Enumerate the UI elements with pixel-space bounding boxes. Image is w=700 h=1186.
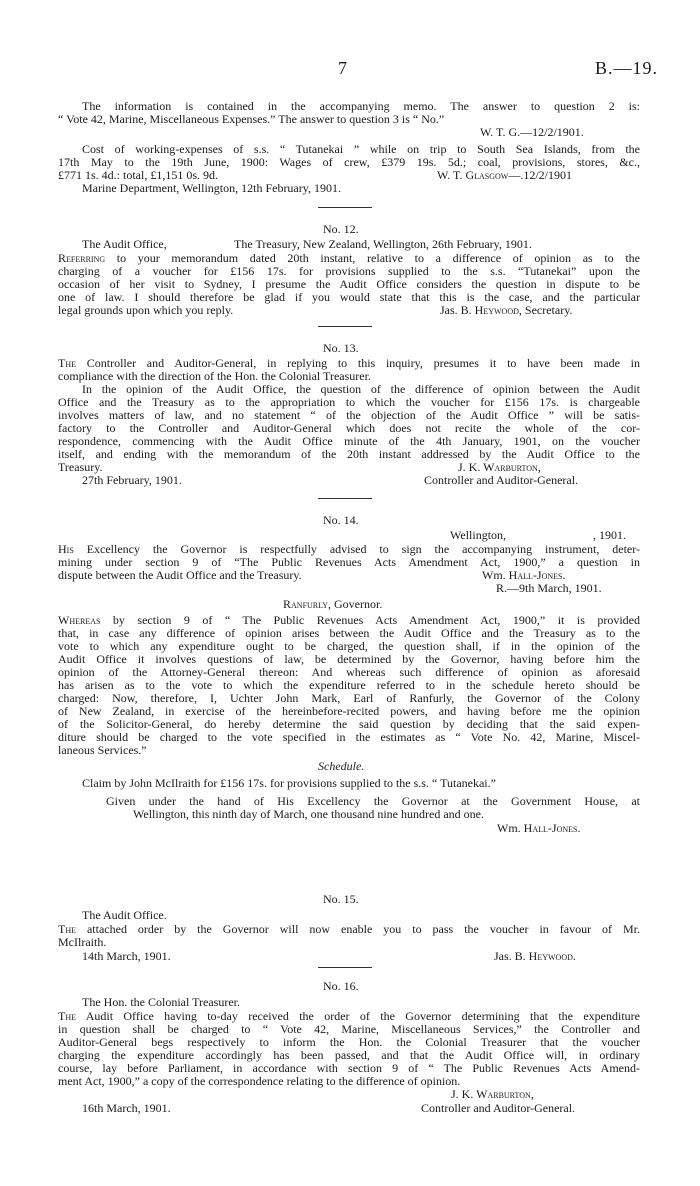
no14-signature-2: Wm. Hall-Jones. xyxy=(497,821,581,835)
no14-line-1: His Excellency the Governor is respectfully advised to sign the accompanying instrument, deter- xyxy=(58,542,640,556)
no15-address: The Audit Office. xyxy=(82,908,167,922)
info-signature: W. T. G.—12/2/1901. xyxy=(480,125,584,139)
no16-heading: No. 16. xyxy=(323,979,359,993)
no13-line-4: Office and the Treasury as to the appropriation to which the voucher for £156 17s. is chargeable xyxy=(58,395,640,409)
no16-title: Controller and Auditor-General. xyxy=(421,1101,576,1115)
info-line-1: The information is contained in the accompanying memo. The answer to question 2 is: xyxy=(82,99,640,113)
no12-line-1: Referring to your memorandum dated 20th instant, relative to a difference of opinion as to the xyxy=(58,251,640,265)
no14-whereas-7: charged: Now, therefore, I, Uchter John Mark, Earl of Ranfurly, the Governor of the Colony xyxy=(58,691,640,705)
no12-address-from: The Audit Office, xyxy=(82,237,167,251)
no16-line-5: course, lay before Parliament, in accordance with section 9 of “ The Public Revenues Acts Amend- xyxy=(58,1061,640,1075)
no16-line-1: The Audit Office having to-day received the order of the Governor determining that the expenditure xyxy=(58,1009,640,1023)
cost-signature: W. T. Glasgow—.12/2/1901 xyxy=(437,168,573,182)
no13-line-9: Treasury. xyxy=(58,460,103,474)
no14-line-3: dispute between the Audit Office and the Treasury. xyxy=(58,568,302,582)
no12-line-4: one of law. I should therefore be glad if you would state that this is the case, and the particular xyxy=(58,290,640,304)
no13-date: 27th February, 1901. xyxy=(82,473,182,487)
no12-line-2: charging of a voucher for £156 17s. for provisions supplied to the s.s. “Tutanekai” upon the xyxy=(58,264,640,278)
no14-whereas-2: that, in case any difference of opinion arises between the Audit Office and the Treasury as to the xyxy=(58,626,640,640)
no14-governor: Ranfurly, Governor. xyxy=(283,597,383,611)
no14-year: , 1901. xyxy=(593,528,626,542)
no14-given-1: Given under the hand of His Excellency the Governor at the Government House, at xyxy=(106,794,640,808)
section-divider xyxy=(318,498,372,499)
no14-whereas-11: laneous Services.” xyxy=(58,743,147,757)
no15-date: 14th March, 1901. xyxy=(82,949,171,963)
no14-whereas-8: of New Zealand, in exercise of the hereinbefore-recited powers, and having before me the opinion xyxy=(58,704,640,718)
no15-line-2: McIlraith. xyxy=(58,935,107,949)
no13-line-2: compliance with the direction of the Hon. the Colonial Treasurer. xyxy=(58,369,371,383)
cost-line-4: Marine Department, Wellington, 12th February, 1901. xyxy=(82,181,341,195)
no14-whereas-5: opinion of the Attorney-General thereon: And whereas such difference of opinion as aforesaid xyxy=(58,665,640,679)
section-divider xyxy=(318,326,372,327)
no16-date: 16th March, 1901. xyxy=(82,1101,171,1115)
no14-r-line: R.—9th March, 1901. xyxy=(496,581,602,595)
no14-whereas-3: vote to which any expenditure ought to be charged, the question shall, if in the opinion of the xyxy=(58,639,640,653)
no16-line-3: Auditor-General begs respectively to inform the Hon. the Colonial Treasurer that the voucher xyxy=(58,1035,640,1049)
no14-claim: Claim by John McIlraith for £156 17s. for provisions supplied to the s.s. “ Tutanekai.” xyxy=(82,776,496,790)
no14-given-2: Wellington, this ninth day of March, one thousand nine hundred and one. xyxy=(133,807,484,821)
document-reference: B.—19. xyxy=(595,58,659,78)
no13-heading: No. 13. xyxy=(323,341,359,355)
no16-line-4: charging the expenditure accordingly has been passed, and that the Audit Office will, in ordinary xyxy=(58,1048,640,1062)
no12-heading: No. 12. xyxy=(323,222,359,236)
no14-place: Wellington, xyxy=(450,528,507,542)
no15-line-1: The attached order by the Governor will now enable you to pass the voucher in favour of Mr. xyxy=(58,922,640,936)
no15-heading: No. 15. xyxy=(323,892,359,906)
no12-line-3: occasion of her visit to Sydney, I presume the Audit Office considers the question in dispute to be xyxy=(58,277,640,291)
no14-whereas-1: Whereas by section 9 of “ The Public Revenues Acts Amendment Act, 1900,” it is provided xyxy=(58,613,640,627)
no13-signature: J. K. Warburton, xyxy=(458,460,541,474)
no13-line-7: respondence, commencing with the Audit Office minute of the 4th January, 1901, on the voucher xyxy=(58,434,640,448)
no14-whereas-9: of the Solicitor-General, do hereby determine the said question by deciding that the said expen- xyxy=(58,717,640,731)
no14-whereas-4: Audit Office it involves questions of law, be determined by the Governor, having before him the xyxy=(58,652,640,666)
no15-signature: Jas. B. Heywood. xyxy=(494,949,576,963)
no14-whereas-10: diture should be charged to the vote specified in the estimates as “ Vote No. 42, Marine, Miscel- xyxy=(58,730,640,744)
no12-line-5: legal grounds upon which you reply. xyxy=(58,303,234,317)
cost-line-3: £771 1s. 4d.: total, £1,151 0s. 9d. xyxy=(58,168,219,182)
no13-line-5: involves matters of law, and no statement “ of the objection of the Audit Office ” will be satis- xyxy=(58,408,640,422)
no14-line-2: mining under section 9 of “The Public Revenues Acts Amendment Act, 1900,” a question in xyxy=(58,555,640,569)
no13-title: Controller and Auditor-General. xyxy=(424,473,579,487)
no12-signature: Jas. B. Heywood, Secretary. xyxy=(440,303,573,317)
no13-line-3: In the opinion of the Audit Office, the question of the difference of opinion between the Audit xyxy=(82,382,640,396)
no16-line-6: ment Act, 1900,” a copy of the correspondence relating to the difference of opinion. xyxy=(58,1074,461,1088)
info-line-2: “ Vote 42, Marine, Miscellaneous Expenses.” The answer to question 3 is “ No.” xyxy=(58,112,445,126)
no12-address-to: The Treasury, New Zealand, Wellington, 26th February, 1901. xyxy=(234,237,532,251)
no13-line-8: itself, and ending with the memorandum of the 20th instant addressed by the Audit Office to the xyxy=(58,447,640,461)
no16-signature: J. K. Warburton, xyxy=(451,1087,534,1101)
section-divider xyxy=(318,967,372,968)
no14-whereas-6: has arisen as to the vote to which the expenditure referred to in the schedule hereto should be xyxy=(58,678,640,692)
no16-line-2: in question shall be charged to “ Vote 42, Marine, Miscellaneous Services,” the Controller and xyxy=(58,1022,640,1036)
no14-schedule: Schedule. xyxy=(318,759,365,773)
cost-line-1: Cost of working-expenses of s.s. “ Tutanekai ” while on trip to South Sea Islands, from the xyxy=(82,142,640,156)
page-number: 7 xyxy=(338,58,347,78)
no13-line-1: The Controller and Auditor-General, in replying to this inquiry, presumes it to have been made in xyxy=(58,356,640,370)
no14-heading: No. 14. xyxy=(323,513,359,527)
no14-signature: Wm. Hall-Jones. xyxy=(482,568,566,582)
section-divider xyxy=(318,207,372,208)
no16-address: The Hon. the Colonial Treasurer. xyxy=(82,995,240,1009)
cost-line-2: 17th May to the 19th June, 1900: Wages of crew, £379 19s. 5d.; coal, provisions, stores, &c., xyxy=(58,155,640,169)
no13-line-6: factory to the Controller and Auditor-General which does not recite the whole of the cor- xyxy=(58,421,640,435)
